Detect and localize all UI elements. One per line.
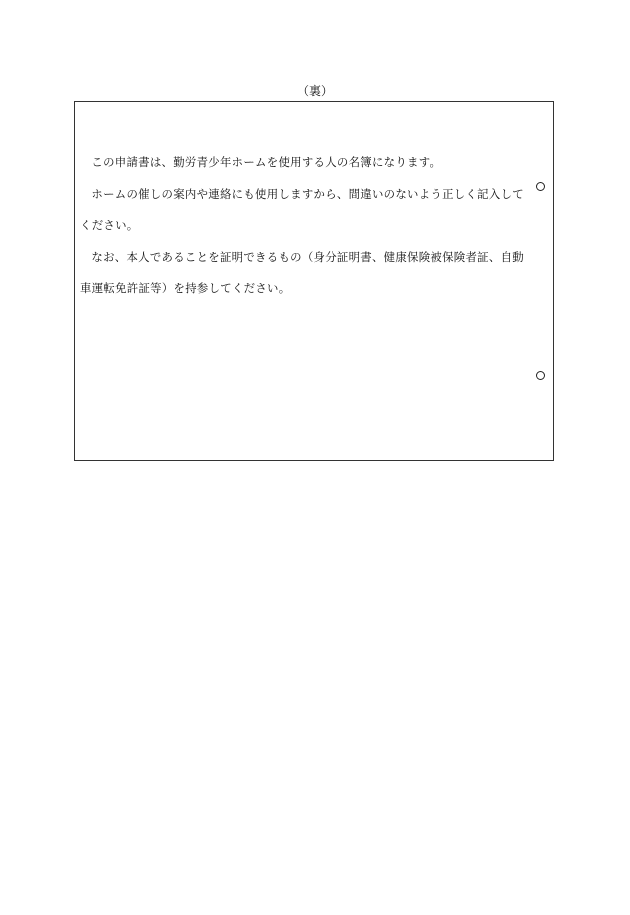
notice-text bbox=[80, 147, 526, 305]
punch-hole-circle-icon-top bbox=[536, 182, 545, 191]
notice-paragraph-3: なお、本人であることを証明できるもの（身分証明書、健康保険被保険者証、自動車運転免許証等）を持参してください。 bbox=[80, 249, 524, 295]
notice-box bbox=[74, 101, 554, 461]
notice-paragraph-2: ホームの催しの案内や連絡にも使用しますから、間違いのないよう正しく記入してください。 bbox=[80, 186, 524, 232]
page-heading-reverse-side: （裏） bbox=[296, 84, 333, 98]
notice-paragraph-1: この申請書は、勤労青少年ホームを使用する人の名簿になります。 bbox=[91, 155, 442, 169]
punch-hole-circle-icon-bottom bbox=[536, 371, 545, 380]
